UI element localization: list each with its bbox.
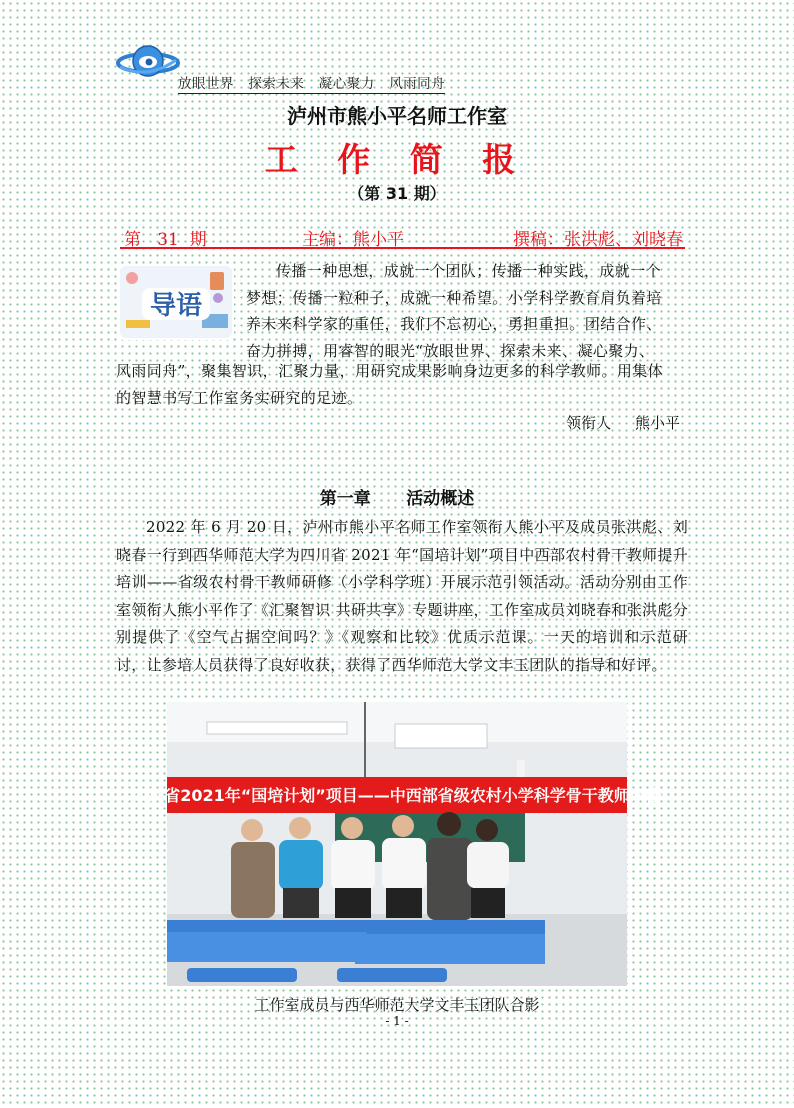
intro-line: 风雨同舟”，聚集智识，汇聚力量，用研究成果影响身边更多的科学教师。用集体 — [116, 362, 664, 380]
studio-logo — [116, 40, 180, 84]
chapter-body: 2022 年 6 月 20 日，泸州市熊小平名师工作室领衔人熊小平及成员张洪彪、刘晓春一行到西华师范大学为四川省 2021 年“国培计划”项目中西部农村骨干教师提升培训——省级农村骨干教师研修（小学科学班）开展示范引领活动。活动分别由工作室领衔人熊小平作了《汇聚智识 共研共享》专题讲座，工作室成员刘晓春和张洪彪分别提供了《空气占据空间吗？》《观察和比较》优质示范课。一天的培训和示范研讨，让参培人员获得了良好收获，获得了西华师范大学文丰玉团队的指导和好评。 — [116, 518, 688, 674]
intro-bottom — [116, 358, 688, 411]
slogan: 放眼世界 探索未来 凝心聚力 风雨同舟 — [178, 72, 445, 94]
globe-logo-icon — [116, 40, 180, 84]
issue-label: （第 31 期） — [348, 184, 446, 203]
banner-text: 四川省2021年“国培计划”项目——中西部省级农村小学科学骨干教师研修 — [132, 786, 662, 805]
signature: 领衔人 熊小平 — [566, 414, 680, 432]
intro-line: 梦想；传播一粒种子，成就一种希望。小学科学教育肩负着培 — [246, 288, 662, 307]
guide-icon-text: 导语 — [149, 291, 203, 321]
group-photo — [132, 702, 662, 986]
page-number: - 1 - — [385, 1014, 409, 1028]
guide-icon — [118, 264, 234, 340]
masthead-writers: 撰稿：张洪彪、刘晓春 — [513, 230, 683, 250]
masthead-line — [120, 225, 685, 249]
intro-line: 传播一种思想，成就一个团队；传播一种实践，成就一个 — [276, 262, 662, 280]
masthead-issue: 第 31 期 — [124, 230, 207, 250]
intro-line: 奋力拼搏，用睿智的眼光“放眼世界、探索未来、凝心聚力、 — [246, 341, 655, 360]
intro-top — [246, 258, 686, 364]
guide-image — [118, 264, 234, 340]
intro-line: 养未来科学家的重任，我们不忘初心，勇担重担。团结合作、 — [246, 315, 662, 333]
studio-name: 泸州市熊小平名师工作室 — [287, 104, 507, 128]
intro-line: 的智慧书写工作室务实研究的足迹。 — [116, 388, 363, 407]
chapter-title: 第一章 活动概述 — [319, 489, 475, 509]
masthead-editor: 主编：熊小平 — [302, 230, 404, 250]
photo-caption: 工作室成员与西华师范大学文丰玉团队合影 — [254, 996, 540, 1014]
page-title: 工 作 简 报 — [264, 140, 530, 179]
